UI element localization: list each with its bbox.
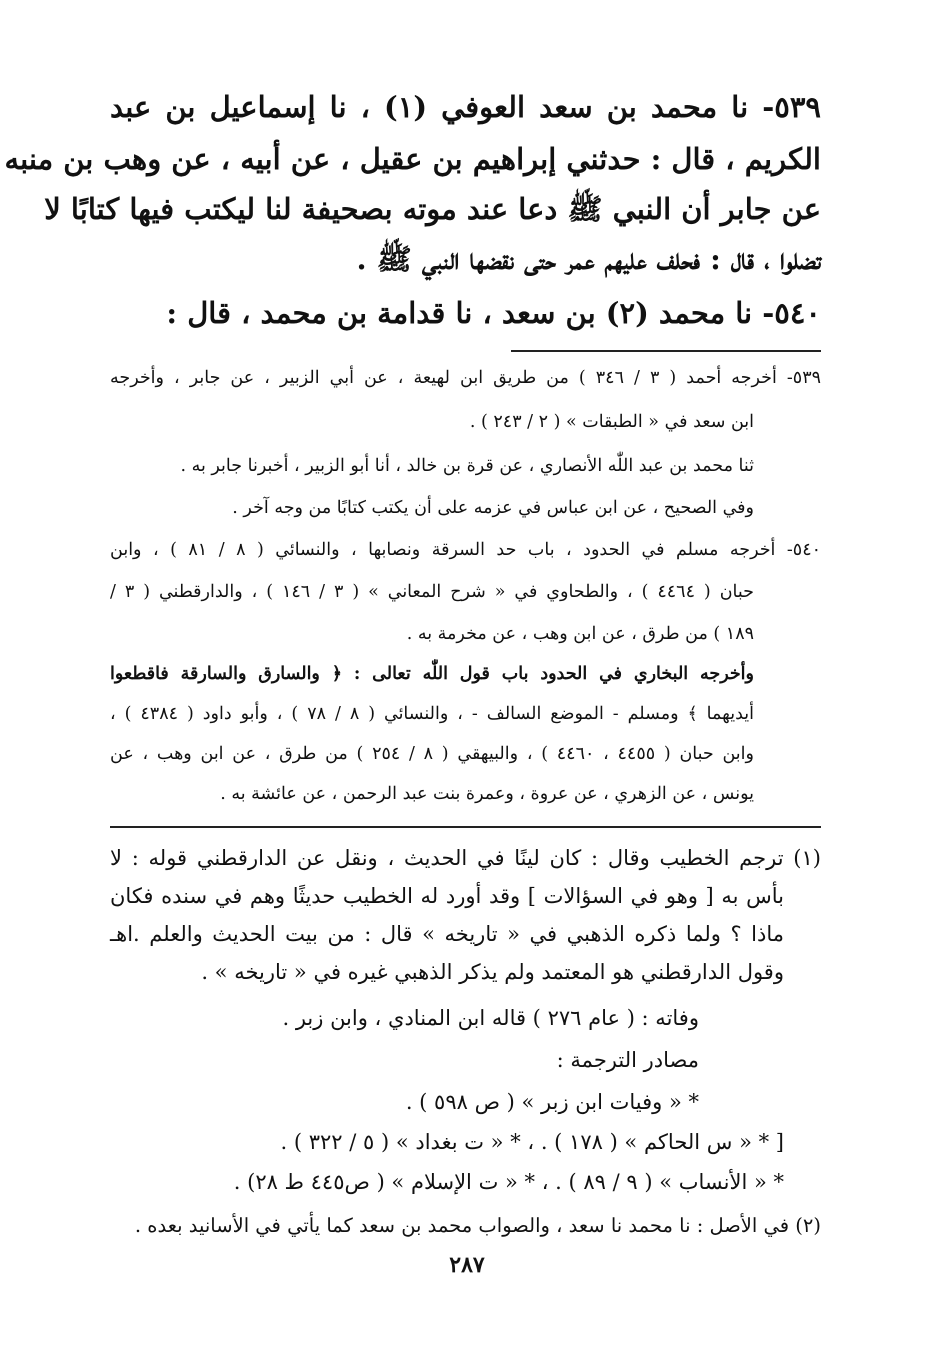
footnote-1-source-1: * « وفيات ابن زبر » ( ص ٥٩٨ ) . (405, 1090, 699, 1114)
takhrij-540-line-3: ١٨٩ ) من طرق ، عن ابن وهب ، عن مخرمة به . (406, 624, 754, 644)
footnote-1-source-2: [ * « س الحاكم » ( ١٧٨ ) . ، * « ت بغداد » ( ٥ / ٣٢٢ ) . (280, 1130, 784, 1154)
hadith-539-line-4: تضلوا ، قال : فحلف عليهم عمر حتى نقضها النبي ﷺ . (356, 242, 821, 276)
footnote-2: (٢) في الأصل : نا محمد نا سعد ، والصواب محمد بن سعد كما يأتي في الأسانيد بعده . (134, 1214, 821, 1237)
page-number: ٢٨٧ (449, 1252, 485, 1278)
footnote-1-line-3: ماذا ؟ ولما ذكره الذهبي في « تاريخه » قال : من بيت الحديث والعلم .اهـ (110, 922, 784, 946)
takhrij-540-line-1: ٥٤٠- أخرجه مسلم في الحدود ، باب حد السرقة ونصابها ، والنسائي ( ٨ / ٨١ ) ، وابن (110, 540, 821, 560)
takhrij-539-line-2: ابن سعد في « الطبقات » ( ٢ / ٢٤٣ ) . (469, 412, 754, 432)
takhrij-540-line-4: وأخرجه البخاري في الحدود باب قول اللّٰه تعالى : ﴿ والسارق والسارقة فاقطعوا (110, 664, 754, 684)
takhrij-540-line-5: أيديهما ﴾ ومسلم - الموضع السالف - ، والنسائي ( ٨ / ٧٨ ) ، وأبو داود ( ٤٣٨٤ ) ، (110, 704, 754, 724)
hadith-539-line-3: عن جابر أن النبي ﷺ دعا عند موته بصحيفة لنا ليكتب فيها كتابًا لا (44, 192, 821, 226)
footnote-1-sources-heading: مصادر الترجمة : (556, 1048, 699, 1072)
hadith-539-line-2: الكريم ، قال : حدثني إبراهيم بن عقيل ، عن أبيه ، عن وهب بن منبه (4, 142, 821, 176)
hadith-539-line-1: ٥٣٩- نا محمد بن سعد العوفي (١) ، نا إسماعيل بن عبد (110, 90, 821, 124)
hadith-540-line-1: ٥٤٠- نا محمد (٢) بن سعد ، نا قدامة بن محمد ، قال : (166, 296, 821, 330)
footnote-1-line-4: وقول الدارقطني هو المعتمد ولم يذكر الذهبي غيره في « تاريخه » . (201, 960, 784, 984)
takhrij-539-line-4: وفي الصحيح ، عن ابن عباس في عزمه على أن يكتب كتابًا من وجه آخر . (232, 498, 754, 518)
footnote-1-line-1: (١) ترجم الخطيب وقال : كان لينًا في الحديث ، ونقل عن الدارقطني قوله : لا (110, 846, 821, 870)
footnote-1-source-3: * « الأنساب » ( ٩ / ٨٩ ) . ، * « ت الإسلام » ( ص٤٤٥ ط ٢٨) . (233, 1170, 784, 1194)
footnote-separator (110, 826, 821, 828)
footnote-1-line-2: بأس به [ وهو في السؤالات ] وقد أورد له الخطيب حديثًا وهم في سنده فكان (110, 884, 784, 908)
takhrij-539-line-3: ثنا محمد بن عبد اللّٰه الأنصاري ، عن قرة بن خالد ، أنا أبو الزبير ، أخبرنا جابر به . (180, 456, 754, 476)
takhrij-539-line-1: ٥٣٩- أخرجه أحمد ( ٣ / ٣٤٦ ) من طريق ابن لهيعة ، عن أبي الزبير ، عن جابر ، وأخرجه (110, 368, 821, 388)
takhrij-540-line-6: وابن حبان ( ٤٤٥٥ ، ٤٤٦٠ ) ، والبيهقي ( ٨ / ٢٥٤ ) من طرق ، عن ابن وهب ، عن (110, 744, 754, 764)
footnote-1-death: وفاته : ( عام ٢٧٦ ) قاله ابن المنادي ، وابن زبر . (282, 1006, 699, 1030)
takhrij-separator (511, 350, 821, 352)
takhrij-540-line-7: يونس ، عن الزهري ، عن عروة ، وعمرة بنت عبد الرحمن ، عن عائشة به . (220, 784, 754, 804)
takhrij-540-line-2: حبان ( ٤٤٦٤ ) ، والطحاوي في « شرح المعاني » ( ٣ / ١٤٦ ) ، والدارقطني ( ٣ / (110, 582, 754, 602)
